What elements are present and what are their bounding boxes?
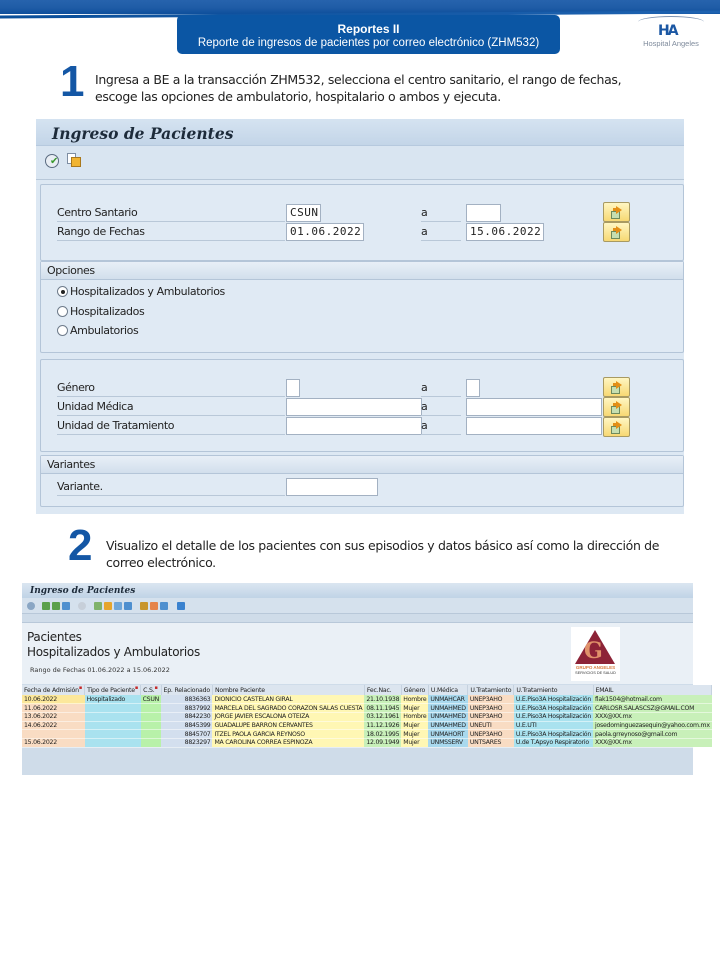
report-date-range: Rango de Fechas 01.06.2022 a 15.06.2022	[30, 666, 170, 674]
episodio-cell[interactable]: 8845707	[161, 730, 212, 739]
genero-cell[interactable]: Mujer	[401, 730, 428, 739]
sort-descending-icon[interactable]	[52, 602, 60, 610]
step-number-2: 2	[68, 521, 93, 570]
field-row-unidad-medica	[57, 398, 657, 417]
centro-cell[interactable]	[141, 721, 161, 730]
unidad-tratamiento-cell[interactable]: UNTSARES	[468, 738, 514, 747]
tipo-paciente-cell[interactable]	[85, 721, 141, 730]
fecha-nacimiento-cell[interactable]: 21.10.1938	[366, 695, 400, 703]
column-header[interactable]: U.Tratamiento	[514, 685, 593, 695]
unidad-tratamiento-cell[interactable]: UNEP3AHO	[468, 712, 514, 721]
centro-cell[interactable]: CSUN	[142, 695, 159, 703]
get-variant-icon[interactable]	[67, 153, 81, 168]
column-header[interactable]: Tipo de Paciente▪	[85, 685, 141, 695]
multiple-selection-button[interactable]	[603, 377, 630, 397]
field-row-centro-sanitario	[57, 204, 657, 223]
column-header[interactable]: Ep. Relacionado	[161, 685, 212, 695]
fecha-hasta-input[interactable]: 15.06.2022	[466, 223, 544, 241]
email-cell[interactable]: paola.grreynoso@gmail.com	[593, 730, 712, 739]
step-1-line-1: Ingresa a BE a la transacción ZHM532, selecciona el centro sanitario, el rango de fechas,	[95, 72, 622, 87]
unidad-medica-from-input[interactable]	[286, 398, 422, 416]
select-layout-icon[interactable]	[150, 602, 158, 610]
fecha-nacimiento-cell[interactable]: 03.12.1961	[366, 713, 400, 721]
nombre-paciente-cell[interactable]: MA CAROLINA CORREA ESPINOZA	[212, 738, 364, 747]
step-2-line-1: Visualizo el detalle de los pacientes con sus episodios y datos básico así como la dirección de	[106, 538, 660, 553]
nombre-paciente-cell[interactable]: DIONICIO CASTELAN GIRAL	[212, 695, 364, 704]
genero-from-input[interactable]	[286, 379, 300, 397]
selection-screen-header	[36, 119, 684, 146]
email-cell[interactable]: XXX@XX.mx	[593, 738, 712, 747]
column-header[interactable]: EMAIL	[593, 685, 712, 695]
genero-cell[interactable]: Mujer	[401, 738, 428, 747]
radio-unselected-icon[interactable]	[57, 306, 68, 317]
genero-to-input[interactable]	[466, 379, 480, 397]
patients-table	[22, 685, 712, 748]
step-number-1: 1	[60, 57, 85, 106]
centro-cell[interactable]	[141, 730, 161, 739]
genero-label: Género	[57, 381, 285, 397]
radio-label: Hospitalizados y Ambulatorios	[70, 285, 225, 298]
title-box	[177, 15, 560, 54]
logo-letter: G	[584, 638, 603, 664]
application-toolbar	[36, 146, 684, 180]
unidad-tratamiento-cell[interactable]: UNEP3AHO	[468, 730, 514, 739]
nombre-paciente-cell[interactable]: ITZEL PAOLA GARCIA REYNOSO	[212, 730, 364, 739]
nombre-paciente-cell[interactable]: MARCELA DEL SAGRADO CORAZON SALAS CUESTA	[214, 704, 363, 712]
centro-cell[interactable]	[141, 712, 161, 721]
genero-cell[interactable]: Hombre	[403, 713, 427, 721]
column-header[interactable]: U.Tratamiento	[468, 685, 514, 695]
radio-hospitalizados[interactable]	[57, 305, 144, 318]
table-row[interactable]	[22, 695, 712, 704]
centro-cell[interactable]	[141, 704, 161, 713]
save-layout-icon[interactable]	[160, 602, 168, 610]
tipo-paciente-cell[interactable]	[85, 712, 141, 721]
logo-text: Hospital Angeles	[643, 39, 699, 48]
unidad-medica-label: Unidad Médica	[57, 400, 285, 416]
centro-sanitario-from-input[interactable]: CSUN	[286, 204, 321, 222]
variants-group-title: Variantes	[41, 456, 683, 474]
multiple-selection-button[interactable]	[603, 222, 630, 242]
variante-input[interactable]	[286, 478, 378, 496]
to-label: a	[421, 400, 461, 416]
episodio-cell[interactable]: 8837992	[161, 704, 212, 713]
spreadsheet-icon[interactable]	[114, 602, 122, 610]
tipo-paciente-cell[interactable]	[85, 738, 141, 747]
info-icon[interactable]	[177, 602, 185, 610]
unidad-tratamiento-cell[interactable]: UNEP3AHO	[468, 704, 514, 713]
report-heading-1: Pacientes	[27, 630, 82, 644]
table-row[interactable]	[22, 721, 712, 730]
selection-screen-title: Ingreso de Pacientes	[52, 124, 234, 143]
page-subtitle: Reporte de ingresos de pacientes por correo electrónico (ZHM532)	[197, 37, 540, 49]
table-row[interactable]	[22, 738, 712, 747]
logo-line-2: SERVICIOS DE SALUD	[575, 671, 616, 675]
column-header[interactable]: Género	[401, 685, 428, 695]
fecha-admision-cell[interactable]: 13.06.2022	[22, 712, 85, 721]
unidad-medica-cell[interactable]: UNMSSERV	[428, 738, 467, 747]
email-cell[interactable]: flak1504@hotmail.com	[593, 695, 712, 704]
variante-label: Variante.	[57, 480, 285, 496]
column-header[interactable]: Nombre Paciente	[212, 685, 364, 695]
alv-toolbar	[22, 598, 693, 614]
column-header[interactable]: U.Médica	[428, 685, 467, 695]
unidad-medica-cell[interactable]: UNMAHORT	[428, 730, 467, 739]
genero-cell[interactable]: Hombre	[403, 695, 427, 703]
fecha-admision-cell[interactable]: 15.06.2022	[22, 738, 85, 747]
unidad-medica-to-input[interactable]	[466, 398, 602, 416]
radio-hospitalizados-y-ambulatorios[interactable]	[57, 285, 225, 298]
unidad-medica-cell[interactable]: UNMAHMED	[430, 713, 466, 721]
column-header[interactable]: Fecha de Admisión▪	[22, 685, 85, 695]
unidad-tratamiento-desc-cell[interactable]: U.E.UTI	[514, 721, 593, 730]
execute-icon[interactable]	[45, 154, 59, 168]
email-cell[interactable]: CARLOSR.SALASCSZ@GMAIL.COM	[593, 704, 712, 713]
fecha-admision-cell[interactable]	[22, 730, 85, 739]
fecha-admision-cell[interactable]: 14.06.2022	[22, 721, 85, 730]
fecha-nacimiento-cell[interactable]: 11.12.1926	[366, 721, 400, 729]
radio-label: Hospitalizados	[70, 305, 145, 318]
email-cell[interactable]: XXX@XX.mx	[593, 712, 712, 721]
mail-icon[interactable]	[104, 602, 112, 610]
table-header-row	[22, 685, 712, 695]
radio-unselected-icon[interactable]	[57, 325, 68, 336]
radio-selected-icon[interactable]	[57, 286, 68, 297]
radio-label: Ambulatorios	[70, 324, 139, 337]
nombre-paciente-cell[interactable]: JORGE JAVIER ESCALONA OTEIZA	[212, 712, 364, 721]
top-banner	[0, 0, 720, 14]
filter-icon[interactable]	[62, 602, 70, 610]
unidad-tratamiento-desc-cell[interactable]: U.E.Piso3A Hospitalización	[515, 713, 591, 721]
hospital-angeles-logo	[636, 14, 706, 52]
unidad-medica-cell[interactable]: UNMAHMED	[430, 721, 466, 729]
multiple-selection-button[interactable]	[603, 417, 630, 437]
field-row-genero	[57, 379, 657, 398]
report-title: Ingreso de Pacientes	[22, 583, 693, 598]
rango-fechas-label: Rango de Fechas	[57, 225, 285, 241]
word-processing-icon[interactable]	[124, 602, 132, 610]
genero-cell[interactable]: Mujer	[401, 704, 428, 713]
logo-mark: HA	[658, 23, 677, 39]
report-header	[22, 622, 693, 684]
step-1-line-2: escoge las opciones de ambulatorio, hospitalario o ambos y ejecuta.	[95, 89, 501, 104]
selection-group-main	[40, 184, 684, 261]
to-label: a	[421, 206, 461, 222]
fecha-admision-cell[interactable]: 11.06.2022	[22, 704, 85, 713]
unidad-tratamiento-desc-cell[interactable]: U.E.Piso3A Hospitalización	[515, 730, 591, 738]
episodio-cell[interactable]: 8823297	[161, 738, 212, 747]
tipo-paciente-cell[interactable]: Hospitalizado	[85, 695, 141, 704]
field-row-rango-fechas	[57, 223, 657, 242]
unidad-medica-cell[interactable]: UNMAHCAR	[428, 695, 467, 704]
radio-ambulatorios[interactable]	[57, 324, 138, 337]
unidad-tratamiento-cell[interactable]: UNEP3AHO	[468, 695, 514, 704]
grupo-angeles-logo	[571, 627, 620, 681]
to-label: a	[421, 381, 461, 397]
genero-cell[interactable]: Mujer	[401, 721, 428, 730]
tipo-paciente-cell[interactable]	[85, 730, 141, 739]
step-2-line-2: correo electrónico.	[106, 555, 216, 570]
episodio-cell[interactable]: 8842230	[161, 712, 212, 721]
selection-group-filters	[40, 359, 684, 452]
multiple-selection-button[interactable]	[603, 397, 630, 417]
options-group	[40, 261, 684, 353]
column-header[interactable]: Fec.Nac.	[364, 685, 401, 695]
nombre-paciente-cell[interactable]: GUADALUPE BARRON CERVANTES	[212, 721, 364, 730]
step-2-text	[106, 537, 659, 571]
fecha-nacimiento-cell[interactable]: 18.02.1995	[366, 730, 400, 738]
step-1-text	[95, 71, 621, 105]
fecha-desde-input[interactable]: 01.06.2022	[286, 223, 364, 241]
multiple-selection-button[interactable]	[603, 202, 630, 222]
tipo-paciente-cell[interactable]	[85, 704, 141, 713]
print-preview-icon[interactable]	[78, 602, 86, 610]
layout-icon[interactable]	[140, 602, 148, 610]
sort-ascending-icon[interactable]	[42, 602, 50, 610]
centro-cell[interactable]	[141, 738, 161, 747]
field-row-unidad-tratamiento	[57, 417, 657, 436]
unidad-tratamiento-desc-cell[interactable]: U.de T.Apsyo Respiratorio	[514, 738, 593, 747]
selection-screen	[36, 119, 684, 514]
unidad-tratamiento-to-input[interactable]	[466, 417, 602, 435]
unidad-tratamiento-cell[interactable]: UNEUTI	[468, 721, 514, 730]
centro-sanitario-to-input[interactable]	[466, 204, 501, 222]
fecha-nacimiento-cell[interactable]: 08.11.1945	[366, 704, 400, 712]
to-label: a	[421, 225, 461, 241]
report-heading-2: Hospitalizados y Ambulatorios	[27, 645, 200, 659]
unidad-medica-cell[interactable]: UNMAHMED	[430, 704, 466, 712]
variants-group	[40, 455, 684, 507]
unidad-tratamiento-desc-cell[interactable]: U.E.Piso3A Hospitalización	[515, 695, 591, 703]
column-header[interactable]: C.S.▪	[141, 685, 161, 695]
field-row-variante	[57, 478, 657, 497]
unidad-tratamiento-label: Unidad de Tratamiento	[57, 419, 285, 435]
table-row[interactable]	[22, 730, 712, 739]
unidad-tratamiento-desc-cell[interactable]: U.E.Piso3A Hospitalización	[515, 704, 591, 712]
episodio-cell[interactable]: 8845399	[161, 721, 212, 730]
export-icon[interactable]	[94, 602, 102, 610]
table-row[interactable]	[22, 704, 712, 713]
logo-line-1: GRUPO ANGELES	[575, 665, 616, 670]
email-cell[interactable]: josedominguezasequin@yahoo.com.mx	[595, 721, 710, 729]
unidad-tratamiento-from-input[interactable]	[286, 417, 422, 435]
fecha-admision-cell[interactable]: 10.06.2022	[22, 695, 85, 704]
to-label: a	[421, 419, 461, 435]
fecha-nacimiento-cell[interactable]: 12.09.1949	[366, 739, 400, 747]
options-group-title: Opciones	[41, 262, 683, 280]
episodio-cell[interactable]: 8836363	[161, 695, 212, 704]
page-title: Reportes II	[337, 22, 400, 36]
table-row[interactable]	[22, 712, 712, 721]
details-icon[interactable]	[27, 602, 35, 610]
report-screen	[22, 583, 710, 775]
centro-sanitario-label: Centro Santario	[57, 206, 285, 222]
